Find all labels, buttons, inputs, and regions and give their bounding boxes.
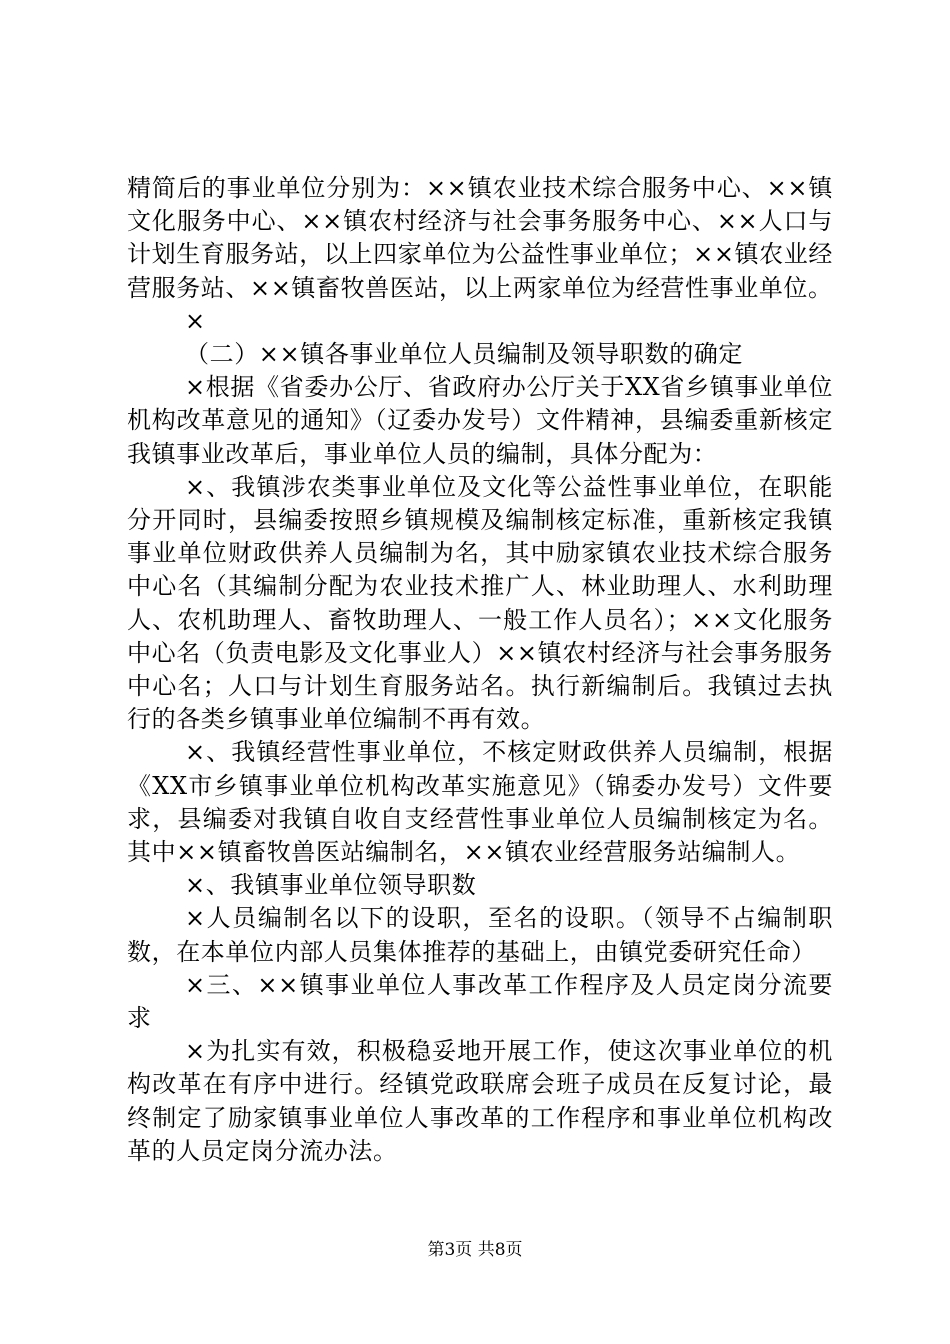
section-heading-staffing: （二）××镇各事业单位人员编制及领导职数的确定 xyxy=(185,340,744,369)
page-number-footer: 第3页 共8页 xyxy=(427,1240,523,1260)
paragraph-units-list: 精简后的事业单位分别为：××镇农业技术综合服务中心、××镇文化服务中心、××镇农村经济与社会事务服务中心、××人口与计划生育服务站，以上四家单位为公益性事业单位；××镇农业经营服务站、××镇畜牧兽医站，以上两家单位为经营性事业单位。 xyxy=(127,174,833,302)
section-heading-procedures: ×三、××镇事业单位人事改革工作程序及人员定岗分流要求 xyxy=(127,970,833,1033)
paragraph-business-units-staffing: ×、我镇经营性事业单位，不核定财政供养人员编制，根据《XX市乡镇事业单位机构改革实施意见》（锦委办发号）文件要求，县编委对我镇自收自支经营性事业单位人员编制核定为名。其中××镇畜牧兽医站编制名，××镇农业经营服务站编制人。 xyxy=(127,738,833,867)
document-body xyxy=(127,172,833,1168)
paragraph-leadership-positions: ×、我镇事业单位领导职数 xyxy=(185,871,477,900)
paragraph-leadership-rules: ×人员编制名以下的设职，至名的设职。（领导不占编制职数，在本单位内部人员集体推荐的基础上，由镇党委研究任命） xyxy=(127,904,833,966)
paragraph-staffing-basis: ×根据《省委办公厅、省政府办公厅关于XX省乡镇事业单位机构改革意见的通知》（辽委办发号）文件精神，县编委重新核定我镇事业改革后，事业单位人员的编制，具体分配为： xyxy=(127,373,833,468)
paragraph-procedures: ×为扎实有效，积极稳妥地开展工作，使这次事业单位的机构改革在有序中进行。经镇党政联席会班子成员在反复讨论，最终制定了励家镇事业单位人事改革的工作程序和事业单位机构改革的人员定岗分流办法。 xyxy=(127,1037,833,1165)
paragraph-public-units-staffing: ×、我镇涉农类事业单位及文化等公益性事业单位，在职能分开同时，县编委按照乡镇规模及编制核定标准，重新核定我镇事业单位财政供养人员编制为名，其中励家镇农业技术综合服务中心名（其编制分配为农业技术推广人、林业助理人、水利助理人、农机助理人、畜牧助理人、一般工作人员名）；××文化服务中心名（负责电影及文化事业人）××镇农村经济与社会事务服务中心名；人口与计划生育服务站名。执行新编制后。我镇过去执行的各类乡镇事业单位编制不再有效。 xyxy=(127,472,833,734)
paragraph-placeholder-mark: × xyxy=(185,306,206,335)
